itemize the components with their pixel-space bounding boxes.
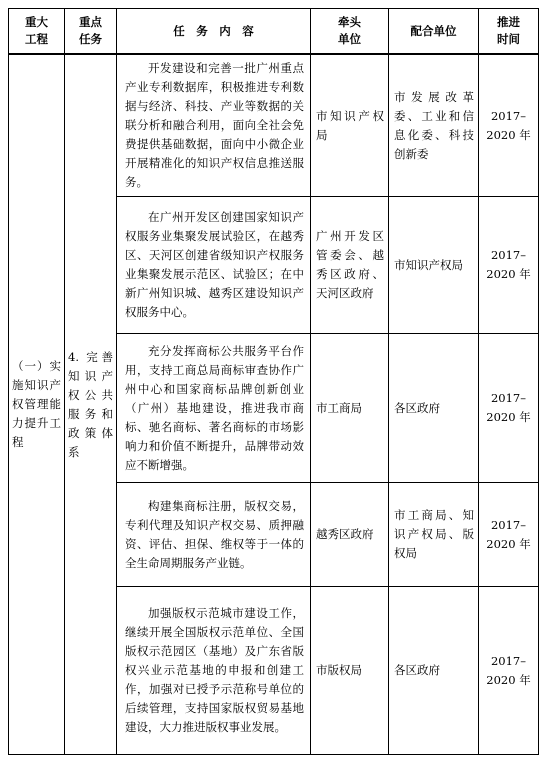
- period-cell: [479, 483, 539, 587]
- header-task: [65, 9, 117, 55]
- task-cell: 4. 完善知识产权公共服务和政策体系: [65, 54, 117, 755]
- period-cell: [479, 197, 539, 334]
- content-text: 构建集商标注册，版权交易，专利代理及知识产权交易、质押融资、评估、担保、维权等于一体的全生命周期服务产业链。: [125, 498, 304, 570]
- header-period-line-1: 推进: [497, 15, 520, 29]
- cooperate-cell: 各区政府: [389, 334, 479, 483]
- header-content: 任 务 内 容: [117, 9, 311, 55]
- header-project: [9, 9, 65, 55]
- header-period-line-2: 时间: [497, 32, 520, 46]
- period-end: 2020 年: [486, 536, 531, 551]
- content-text: 加强版权示范城市建设工作，继续开展全国版权示范单位、全国版权示范园区（基地）及广东省版权兴业示范基地的申报和创建工作，加强对已授予示范称号单位的后续管理，支持国家版权贸易基地建设，大力推进版权事业发展。: [125, 606, 304, 734]
- lead-cell: 越秀区政府: [311, 483, 389, 587]
- header-project-line-1: 重大: [25, 15, 48, 29]
- period-end: 2020 年: [486, 410, 531, 424]
- period-cell: [479, 587, 539, 755]
- content-cell: [117, 334, 311, 483]
- lead-cell: 广州开发区管委会、越秀区政府、天河区政府: [311, 197, 389, 334]
- project-cell: （一）实施知识产权管理能力提升工程: [9, 54, 65, 755]
- content-text: 开发建设和完善一批广州重点产业专利数据库，积极推进专利数据与经济、科技、产业等数据的关联分析和融合利用，面向全社会免费提供基础数据，面向中小微企业开展精准化的知识产权信息推送服务。: [125, 61, 304, 189]
- header-task-line-2: 任务: [79, 32, 102, 46]
- lead-cell: 市工商局: [311, 334, 389, 483]
- header-period: [479, 9, 539, 55]
- content-text: 在广州开发区创建国家知识产权服务业集聚发展试验区，在越秀区、天河区创建省级知识产权服务业集聚发展示范区、试验区；在中新广州知识城、越秀区建设知识产权服务中心。: [125, 210, 304, 319]
- header-task-line-1: 重点: [79, 15, 102, 29]
- period-start: 2017–: [490, 248, 527, 262]
- header-lead-line-2: 单位: [338, 32, 361, 46]
- content-cell: [117, 197, 311, 334]
- cooperate-cell: 各区政府: [389, 587, 479, 755]
- table-row: [9, 54, 539, 197]
- header-lead: [311, 9, 389, 55]
- content-cell: [117, 483, 311, 587]
- header-cooperate: 配合单位: [389, 9, 479, 55]
- content-cell: [117, 587, 311, 755]
- task-table: [8, 8, 539, 755]
- period-cell: [479, 54, 539, 197]
- header-project-line-2: 工程: [25, 32, 48, 46]
- period-start: 2017–: [490, 391, 527, 405]
- period-end: 2020 年: [486, 672, 531, 687]
- header-row: [9, 9, 539, 55]
- period-start: 2017–: [490, 653, 527, 668]
- period-start: 2017–: [490, 517, 527, 532]
- period-start: 2017–: [490, 108, 527, 123]
- lead-cell: 市版权局: [311, 587, 389, 755]
- cooperate-cell: 市工商局、知识产权局、版权局: [389, 483, 479, 587]
- cooperate-cell: 市发展改革委、工业和信息化委、科技创新委: [389, 54, 479, 197]
- period-cell: [479, 334, 539, 483]
- period-end: 2020 年: [486, 267, 531, 281]
- content-text: 充分发挥商标公共服务平台作用，支持工商总局商标审查协作广州中心和国家商标品牌创新创业（广州）基地建设，推进我市商标、驰名商标、著名商标的市场影响力和价值不断提升，品牌带动效应不断增强。: [125, 343, 304, 472]
- content-cell: [117, 54, 311, 197]
- cooperate-cell: 市知识产权局: [389, 197, 479, 334]
- lead-cell: 市知识产权局: [311, 54, 389, 197]
- header-lead-line-1: 牵头: [338, 15, 361, 29]
- period-end: 2020 年: [486, 127, 531, 142]
